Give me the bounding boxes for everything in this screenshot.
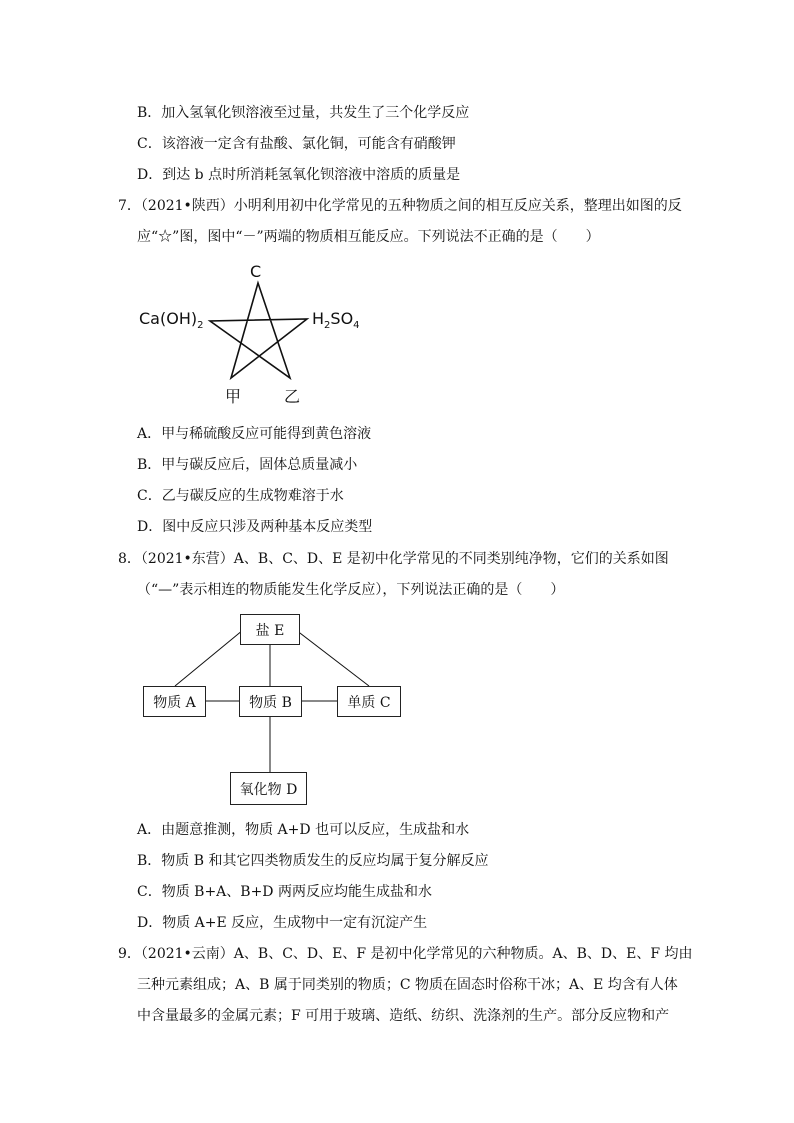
q6-option-d: D．到达 b 点时所消耗氢氧化钡溶液中溶质的质量是 [137,167,461,183]
line-e-c [296,630,369,686]
star-label-right: $H_2SO_4$ [312,309,360,332]
q7-stem-line2: 应“☆”图，图中“－”两端的物质相互能反应。下列说法不正确的是（ ） [137,229,600,245]
star-shape [210,283,307,378]
q7-option-d: D．图中反应只涉及两种基本反应类型 [137,519,373,535]
star-label-top: C [250,262,262,281]
q9-stem-line1: 9．（2021•云南）A、B、C、D、E、F 是初中化学常见的六种物质。A、B、D、E、F 均由 [118,946,693,962]
box-substance-b: 物质 B [239,686,302,717]
star-label-bottom-left: 甲 [225,387,242,406]
q7-stem-line1: 7．（2021•陕西）小明利用初中化学常见的五种物质之间的相互反应关系，整理出如图的反 [118,198,682,214]
box-oxide-d: 氧化物 D [230,772,307,805]
q7-option-a: A．甲与稀硫酸反应可能得到黄色溶液 [137,426,372,442]
box-salt-e: 盐 E [240,614,300,645]
q7-option-c: C．乙与碳反应的生成物难溶于水 [137,488,344,504]
q6-option-b: B．加入氢氧化钡溶液至过量，共发生了三个化学反应 [137,105,470,121]
q7-option-b: B．甲与碳反应后，固体总质量减小 [137,457,358,473]
line-e-a [175,630,243,686]
q8-option-c: C．物质 B+A、B+D 两两反应均能生成盐和水 [137,884,432,900]
q6-option-c: C．该溶液一定含有盐酸、氯化铜，可能含有硝酸钾 [137,136,456,152]
q8-stem-line2: （“—”表示相连的物质能发生化学反应），下列说法正确的是（ ） [137,582,565,598]
q8-option-a: A．由题意推测，物质 A+D 也可以反应，生成盐和水 [137,822,470,838]
q8-option-d: D．物质 A+E 反应，生成物中一定有沉淀产生 [137,915,428,931]
q9-stem-line3: 中含量最多的金属元素；F 可用于玻璃、造纸、纺织、洗涤剂的生产。部分反应物和产 [137,1008,670,1024]
q8-stem-line1: 8．（2021•东营）A、B、C、D、E 是初中化学常见的不同类别纯净物，它们的关系如图 [118,551,669,567]
star-label-bottom-right: 乙 [284,387,301,406]
box-substance-a: 物质 A [143,686,206,717]
q8-option-b: B．物质 B 和其它四类物质发生的反应均属于复分解反应 [137,853,489,869]
q9-stem-line2: 三种元素组成；A、B 属于同类别的物质；C 物质在固态时俗称干冰；A、E 均含有人体 [137,977,678,993]
box-element-c: 单质 C [337,686,401,717]
star-label-left: $Ca(OH)_2$ [139,309,204,332]
